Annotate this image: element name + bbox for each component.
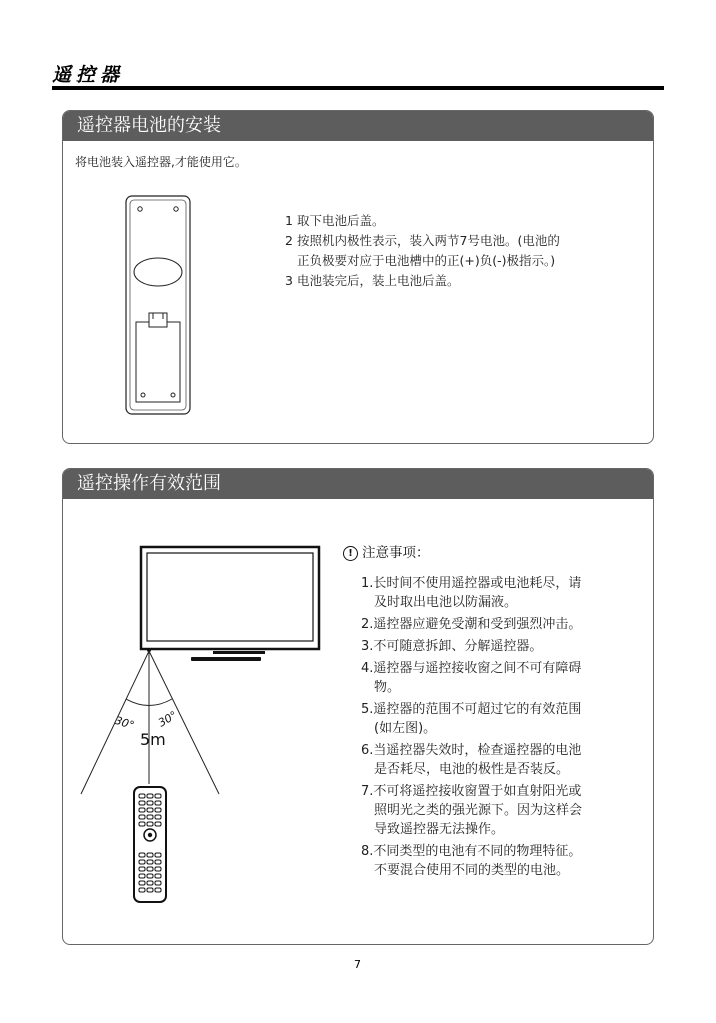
- notice-heading: [343, 541, 430, 561]
- battery-intro-text: 将电池装入遥控器,才能使用它。: [75, 155, 247, 169]
- battery-step-line: [285, 211, 645, 231]
- angle-left-label: 30°: [113, 713, 136, 733]
- note-text: (如左图)。: [374, 721, 437, 736]
- battery-step-line: [285, 271, 645, 291]
- note-line: [361, 574, 651, 593]
- battery-step-line: [285, 231, 645, 251]
- battery-step-text: 取下电池后盖。: [297, 213, 385, 228]
- notes-list: [361, 574, 651, 880]
- battery-step-number: 2: [285, 233, 293, 248]
- note-number: 2.: [361, 617, 374, 632]
- note-text: 不同类型的电池有不同的物理特征。: [373, 844, 582, 859]
- tv-illustration: [141, 547, 319, 661]
- note-text: 长时间不使用遥控器或电池耗尽，请: [373, 576, 582, 591]
- note-line: [361, 719, 651, 738]
- notice-title: 注意事项：: [362, 545, 430, 561]
- remote-range-panel: [62, 468, 654, 945]
- note-number: 6.: [361, 743, 374, 758]
- angle-right-label: 30°: [155, 708, 180, 730]
- battery-step-number: 1: [285, 213, 293, 228]
- note-text: 遥控器的范围不可超过它的有效范围: [373, 702, 582, 717]
- battery-step-text: 电池装完后，装上电池后盖。: [297, 273, 460, 288]
- battery-step-text: 正负极要对应于电池槽中的正(+)负(-)极指示。): [297, 253, 556, 268]
- note-number: 5.: [361, 702, 374, 717]
- note-text: 不可随意拆卸、分解遥控器。: [373, 639, 543, 654]
- note-text: 照明光之类的强光源下。因为这样会: [374, 803, 583, 818]
- note-number: 8.: [361, 844, 374, 859]
- note-number: 1.: [361, 576, 374, 591]
- note-line: [361, 820, 651, 839]
- note-text: 及时取出电池以防漏液。: [374, 595, 518, 610]
- note-line: [361, 700, 651, 719]
- distance-label: 5m: [140, 730, 166, 749]
- note-line: [361, 861, 651, 880]
- note-line: [361, 593, 651, 612]
- title-rule: [52, 86, 664, 90]
- battery-step-line: [285, 251, 645, 271]
- note-line: [361, 782, 651, 801]
- note-line: [361, 801, 651, 820]
- warning-icon: !: [343, 546, 358, 561]
- battery-section-title: 遥控器电池的安装: [63, 111, 653, 141]
- note-number: 4.: [361, 661, 374, 676]
- remote-back-illustration: [125, 195, 195, 417]
- remote-front-illustration: [134, 787, 166, 902]
- note-number: 3.: [361, 639, 374, 654]
- range-diagram: [63, 469, 363, 929]
- battery-install-panel: [62, 110, 654, 444]
- note-number: 7.: [361, 784, 374, 799]
- note-line: [361, 842, 651, 861]
- note-text: 物。: [374, 680, 401, 695]
- note-line: [361, 637, 651, 656]
- note-text: 不可将遥控接收窗置于如直射阳光或: [373, 784, 582, 799]
- note-line: [361, 678, 651, 697]
- battery-steps-list: [285, 211, 645, 291]
- note-line: [361, 741, 651, 760]
- battery-step-number: 3: [285, 273, 293, 288]
- note-text: 导致遥控器无法操作。: [374, 822, 505, 837]
- page-title: 遥控器: [52, 64, 125, 86]
- note-text: 当遥控器失效时，检查遥控器的电池: [373, 743, 582, 758]
- note-line: [361, 615, 651, 634]
- battery-step-text: 按照机内极性表示，装入两节7号电池。(电池的: [297, 233, 560, 248]
- range-section-title: 遥控操作有效范围: [63, 469, 653, 499]
- note-text: 是否耗尽，电池的极性是否装反。: [374, 762, 570, 777]
- note-line: [361, 760, 651, 779]
- note-text: 遥控器应避免受潮和受到强烈冲击。: [373, 617, 582, 632]
- note-line: [361, 659, 651, 678]
- page-number: 7: [354, 958, 361, 971]
- note-text: 遥控器与遥控接收窗之间不可有障碍: [373, 661, 582, 676]
- note-text: 不要混合使用不同的类型的电池。: [374, 863, 570, 878]
